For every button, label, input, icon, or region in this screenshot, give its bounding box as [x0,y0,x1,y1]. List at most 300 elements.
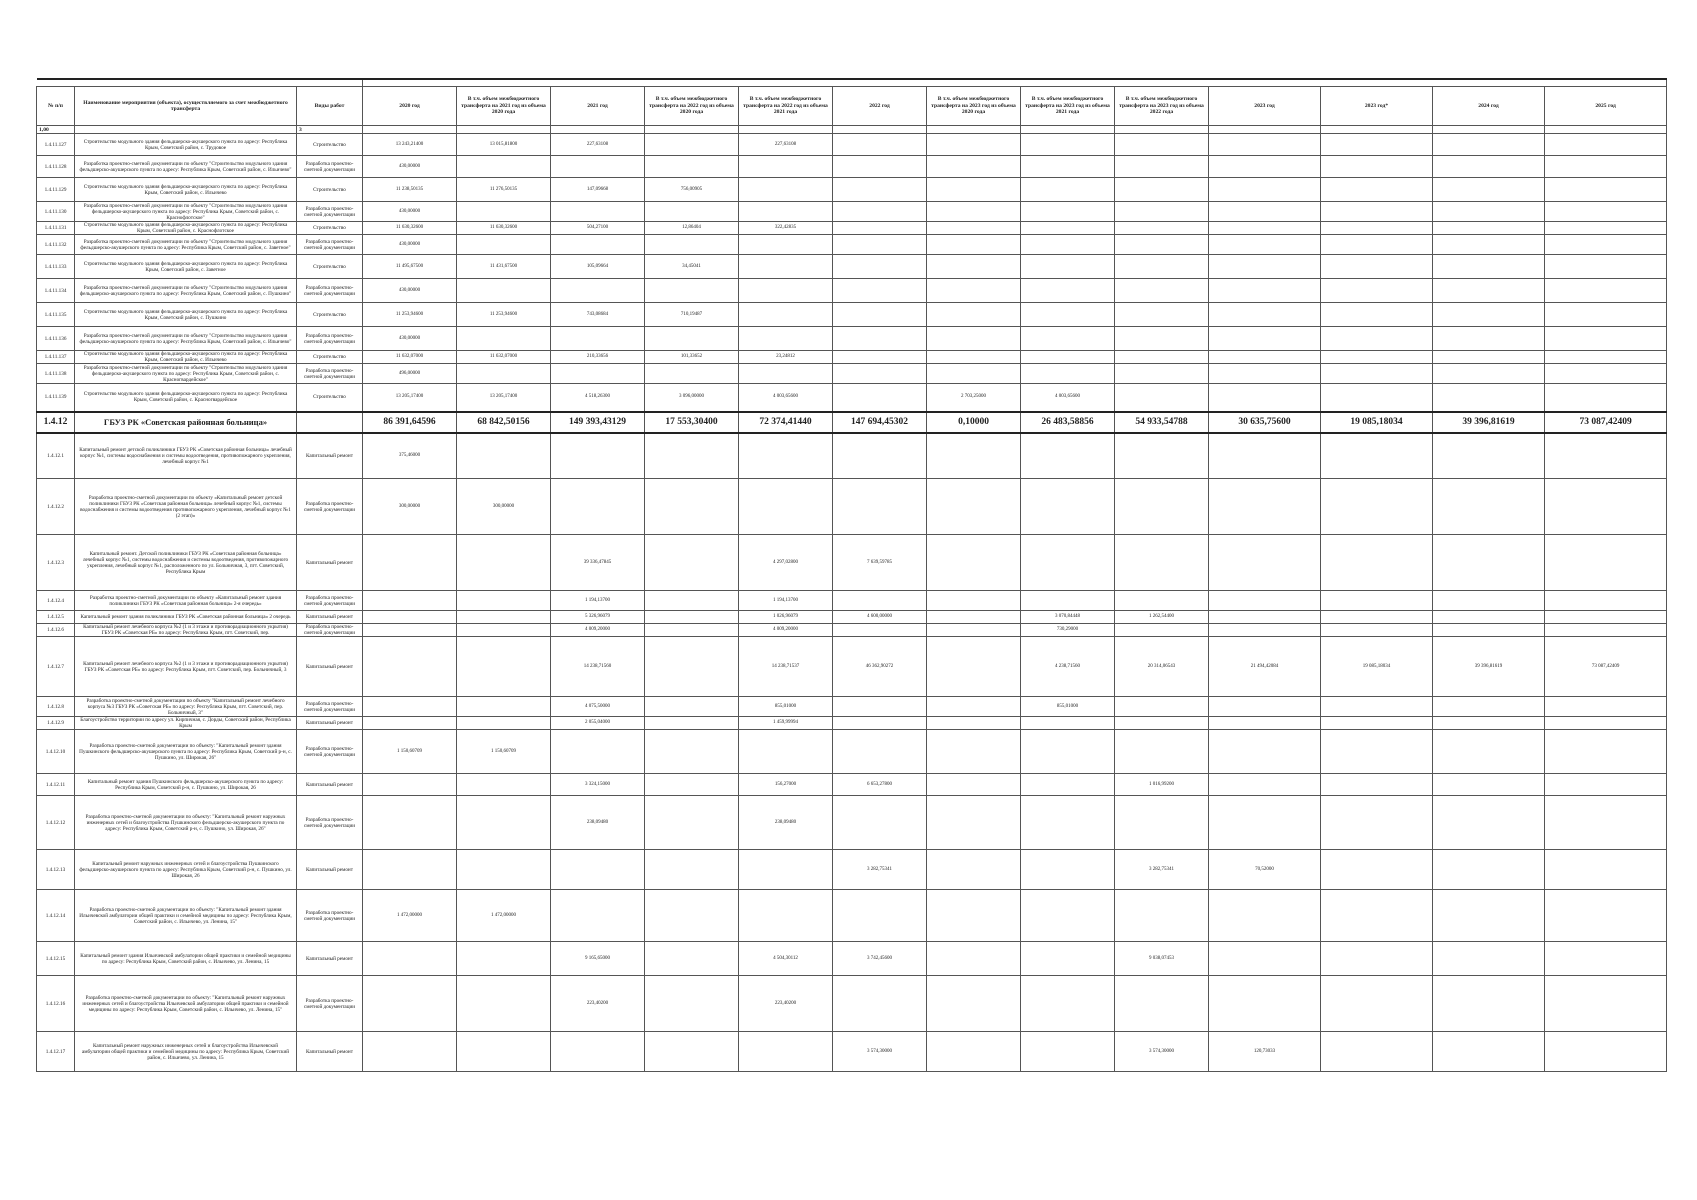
amount-cell [551,327,645,351]
amount-cell [1545,611,1667,624]
amount-cell: 11 238,50135 [363,178,457,202]
work-type-cell: Капитальный ремонт [297,850,363,890]
amount-cell [1545,222,1667,235]
amount-cell: 227,63108 [739,134,833,156]
column-header: 2022 год [833,87,927,126]
amount-cell: 73 087,42409 [1545,412,1667,433]
amount-cell: 1 262,54400 [1115,611,1209,624]
amount-cell [551,126,645,134]
amount-cell [1021,364,1115,384]
amount-cell [1209,351,1321,364]
budget-table-sheet [36,78,1666,1072]
work-type-cell: Разработка проектно-сметной документации [297,591,363,611]
amount-cell [457,327,551,351]
amount-cell: 3 574,30000 [1115,1032,1209,1072]
item-name-cell: Разработка проектно-сметной документации по объекту "Капитальный ремонт лечебного корпуса №3 ГБУЗ РК «Советская РБ» по адресу: Республика Крым, пгт. Советский, пер. Больничный, 3" [75,697,297,717]
amount-cell: 39 336,47845 [551,535,645,591]
item-name-cell: Капитальный ремонт. Детской поликлиники ГБУЗ РК «Советская районная больница» лечебный корпус №1, системы водоснабжения и системы водоотведения, противопожарного укрепления, лечебный корпус №1, расположенного по ул. Больничная, 3, пгт. Советский, Республика Крым [75,535,297,591]
amount-cell [833,479,927,535]
amount-cell [1545,796,1667,850]
amount-cell: 70,52000 [1209,850,1321,890]
header-row [37,87,1667,126]
amount-cell [1433,433,1545,479]
amount-cell [1115,697,1209,717]
row-number-cell: 1.4.11.133 [37,255,75,279]
amount-cell [1209,697,1321,717]
amount-cell [1321,624,1433,637]
row-number-cell: 1.4.12.12 [37,796,75,850]
amount-cell: 300,00000 [457,479,551,535]
budget-table [36,78,1667,1072]
row-number-cell: 1.4.11.127 [37,134,75,156]
row-number-cell: 1.4.12.15 [37,942,75,976]
amount-cell [645,364,739,384]
amount-cell [1545,535,1667,591]
amount-cell [1545,890,1667,942]
amount-cell [1545,730,1667,774]
amount-cell [645,637,739,697]
amount-cell: 5 326,96079 [551,611,645,624]
amount-cell [551,235,645,255]
row-number-cell: 1.4.12.14 [37,890,75,942]
amount-cell [645,235,739,255]
amount-cell [927,535,1021,591]
amount-cell: 743,08684 [551,303,645,327]
amount-cell [1021,591,1115,611]
amount-cell: 11 253,94600 [363,303,457,327]
amount-cell [1209,279,1321,303]
amount-cell: 4 009,20000 [739,624,833,637]
amount-cell [1115,479,1209,535]
amount-cell: 3 574,30000 [833,1032,927,1072]
row-number-cell: 1.4.11.131 [37,222,75,235]
column-header: Наименование мероприятия (объекта), осуществляемого за счет межбюджетного трансферта [75,87,297,126]
amount-cell [1545,1032,1667,1072]
amount-cell [1321,976,1433,1032]
amount-cell [1433,535,1545,591]
amount-cell [457,364,551,384]
column-header: В т.ч. объем межбюджетного трансферта на 2022 год из объема 2021 года [739,87,833,126]
amount-cell: 4 003,65600 [739,384,833,412]
amount-cell [457,202,551,222]
item-name-cell: Строительство модульного здания фельдшерско-акушерского пункта по адресу: Республика Крым, Советский район, с. Краснофлотское [75,222,297,235]
item-name-cell: Разработка проектно-сметной документации по объекту "Строительство модульного здания фельдшерско-акушерского пункта по адресу: Республика Крым, Советский район, с. Пушкино" [75,279,297,303]
table-row [37,327,1667,351]
table-row [37,351,1667,364]
amount-cell: 710,19487 [645,303,739,327]
amount-cell [1433,624,1545,637]
item-name-cell: Капитальный ремонт здания поликлиники ГБУЗ РК «Советская районная больница» 2 очередь [75,611,297,624]
amount-cell: 4 518,26300 [551,384,645,412]
amount-cell: 238,09480 [739,796,833,850]
item-name-cell: Разработка проектно-сметной документации по объекту "Строительство модульного здания фельдшерско-акушерского пункта по адресу: Республика Крым, Советский район, с. Краснофлотское" [75,202,297,222]
amount-cell: 149 393,43129 [551,412,645,433]
amount-cell [1545,384,1667,412]
amount-cell [645,479,739,535]
amount-cell [1209,976,1321,1032]
amount-cell [363,697,457,717]
item-name-cell: Строительство модульного здания фельдшерско-акушерского пункта по адресу: Республика Крым, Советский район, с. Заветное [75,255,297,279]
amount-cell [363,591,457,611]
amount-cell: 13 205,17400 [363,384,457,412]
amount-cell [363,637,457,697]
amount-cell [457,697,551,717]
item-name-cell: Разработка проектно-сметной документации по объекту "Строительство модульного здания фельдшерско-акушерского пункта по адресу: Республика Крым, Советский район, с. Ильичево" [75,156,297,178]
amount-cell: 2 055,04000 [551,717,645,730]
amount-cell [739,156,833,178]
amount-cell: 9 038,07453 [1115,942,1209,976]
amount-cell [739,327,833,351]
amount-cell [1321,222,1433,235]
amount-cell: 11 632,07000 [363,351,457,364]
amount-cell [1209,134,1321,156]
amount-cell [1021,890,1115,942]
amount-cell [927,624,1021,637]
work-type-cell: Разработка проектно-сметной документации [297,624,363,637]
amount-cell [1321,433,1433,479]
work-type-cell: Разработка проектно-сметной документации [297,796,363,850]
amount-cell [1433,890,1545,942]
amount-cell: 19 085,18034 [1321,637,1433,697]
amount-cell [1021,327,1115,351]
amount-cell [1433,327,1545,351]
amount-cell [1433,976,1545,1032]
amount-cell [645,1032,739,1072]
amount-cell [645,591,739,611]
table-row [37,202,1667,222]
amount-cell [1321,364,1433,384]
item-name-cell: Строительство модульного здания фельдшерско-акушерского пункта по адресу: Республика Крым, Советский район, с. Ильичево [75,178,297,202]
amount-cell [833,976,927,1032]
amount-cell: 17 553,30400 [645,412,739,433]
amount-cell [1209,890,1321,942]
work-type-cell: Капитальный ремонт [297,611,363,624]
amount-cell [927,433,1021,479]
work-type-cell: Разработка проектно-сметной документации [297,730,363,774]
amount-cell [551,479,645,535]
item-name-cell: Капитальный ремонт детской поликлиники ГБУЗ РК «Советская районная больница» лечебный корпус №1, системы водоснабжения и системы водоотведения, противопожарного укрепления, лечебный корпус №1 [75,433,297,479]
table-row [37,235,1667,255]
table-row [37,222,1667,235]
amount-cell: 120,73033 [1209,1032,1321,1072]
amount-cell: 73 087,42409 [1545,637,1667,697]
amount-cell: 14 238,71537 [739,637,833,697]
column-header: В т.ч. объем межбюджетного трансферта на 2023 год из объема 2022 года [1115,87,1209,126]
amount-cell [551,202,645,222]
amount-cell: 147 694,45302 [833,412,927,433]
amount-cell [833,235,927,255]
amount-cell: 1 459,99994 [739,717,833,730]
amount-cell [551,850,645,890]
amount-cell [1545,717,1667,730]
amount-cell [1545,850,1667,890]
amount-cell: 4 238,71560 [1021,637,1115,697]
amount-cell [1209,384,1321,412]
amount-cell [1545,202,1667,222]
table-row [37,384,1667,412]
amount-cell [927,591,1021,611]
amount-cell [927,942,1021,976]
table-row [37,433,1667,479]
table-row [37,303,1667,327]
item-name-cell: Строительство модульного здания фельдшерско-акушерского пункта по адресу: Республика Крым, Советский район, с. Ильичево [75,351,297,364]
amount-cell [927,156,1021,178]
amount-cell: 6 653,27800 [833,774,927,796]
amount-cell: 3 324,15000 [551,774,645,796]
amount-cell: 86 391,64596 [363,412,457,433]
amount-cell [1321,327,1433,351]
column-header: 2023 год [1209,87,1321,126]
amount-cell: 30 635,75600 [1209,412,1321,433]
table-row [37,255,1667,279]
column-index-row [37,126,1667,134]
amount-cell: 101,33652 [645,351,739,364]
amount-cell [1545,134,1667,156]
amount-cell [927,730,1021,774]
item-name-cell: ГБУЗ РК «Советская районная больница» [75,412,297,433]
amount-cell [833,303,927,327]
amount-cell [927,717,1021,730]
row-number-cell: 1.4.11.136 [37,327,75,351]
amount-cell [645,279,739,303]
amount-cell [1321,796,1433,850]
amount-cell: 3 096,00000 [645,384,739,412]
amount-cell [363,774,457,796]
amount-cell [551,156,645,178]
amount-cell [645,134,739,156]
amount-cell [1209,255,1321,279]
amount-cell [457,976,551,1032]
amount-cell [1545,178,1667,202]
amount-cell [1321,850,1433,890]
amount-cell [1433,255,1545,279]
work-type-cell: Капитальный ремонт [297,637,363,697]
item-name-cell: Разработка проектно-сметной документации по объекту: "Капитальный ремонт здания Пушкинского фельдшерско-акушерского пункта по адресу: Республика Крым, Советский р-н, с. Пушкино, ул. Широкая, 26" [75,730,297,774]
amount-cell [1115,235,1209,255]
amount-cell: 3 282,75341 [1115,850,1209,890]
amount-cell [1433,126,1545,134]
amount-cell [363,796,457,850]
amount-cell: 39 396,81619 [1433,637,1545,697]
amount-cell [833,890,927,942]
amount-cell: 430,00000 [363,202,457,222]
work-type-cell: Строительство [297,134,363,156]
amount-cell: 855,01000 [739,697,833,717]
amount-cell: 14 238,71560 [551,637,645,697]
amount-cell [1545,255,1667,279]
work-type-cell: Разработка проектно-сметной документации [297,327,363,351]
amount-cell [1433,774,1545,796]
item-name-cell: Разработка проектно-сметной документации по объекту "Строительство модульного здания фельдшерско-акушерского пункта по адресу: Республика Крым, Советский район, с. Ильичево" [75,327,297,351]
amount-cell [1021,235,1115,255]
amount-cell [551,730,645,774]
work-type-cell: Разработка проектно-сметной документации [297,479,363,535]
amount-cell: 375,46000 [363,433,457,479]
amount-cell [1115,202,1209,222]
column-header: 2020 год [363,87,457,126]
row-number-cell: 1.4.11.135 [37,303,75,327]
work-type-cell: Капитальный ремонт [297,1032,363,1072]
amount-cell [739,178,833,202]
item-name-cell: Разработка проектно-сметной документации по объекту: "Капитальный ремонт наружных инженерных сетей и благоустройства Ильичевской амбулатории общей практики и семейной медицины по адресу: Республика Крым, Советский район, с. Ильичево, ул. Ленина, 15" [75,976,297,1032]
amount-cell [1021,433,1115,479]
row-number-cell: 1.4.12.8 [37,697,75,717]
amount-cell: 430,00000 [363,235,457,255]
amount-cell: 1 150,60709 [457,730,551,774]
amount-cell [1545,351,1667,364]
amount-cell [457,433,551,479]
amount-cell: 4 600,00000 [833,611,927,624]
amount-cell [927,890,1021,942]
amount-cell: 3 282,75341 [833,850,927,890]
amount-cell [1115,134,1209,156]
amount-cell: 4 075,50000 [551,697,645,717]
amount-cell [457,279,551,303]
amount-cell [645,126,739,134]
work-type-cell: Разработка проектно-сметной документации [297,202,363,222]
amount-cell [1115,364,1209,384]
amount-cell [927,850,1021,890]
amount-cell [833,126,927,134]
amount-cell [645,433,739,479]
work-type-cell: Разработка проектно-сметной документации [297,976,363,1032]
work-type-cell: Строительство [297,255,363,279]
amount-cell [1545,479,1667,535]
amount-cell [833,202,927,222]
table-body [37,126,1667,1072]
amount-cell [1115,730,1209,774]
amount-cell [645,774,739,796]
amount-cell [1321,202,1433,222]
table-row [37,178,1667,202]
amount-cell: 11 630,32600 [363,222,457,235]
row-number-cell: 1.4.12.9 [37,717,75,730]
amount-cell [1115,279,1209,303]
row-number-cell: 1.4.11.139 [37,384,75,412]
work-type-cell: Строительство [297,351,363,364]
amount-cell [645,942,739,976]
amount-cell: 21 494,42084 [1209,637,1321,697]
row-number-cell: 1.4.12.16 [37,976,75,1032]
amount-cell [457,717,551,730]
amount-cell [457,235,551,255]
row-number-cell: 1.4.11.129 [37,178,75,202]
work-type-cell: 3 [297,126,363,134]
amount-cell [551,364,645,384]
amount-cell: 430,00000 [363,327,457,351]
amount-cell: 4 003,65600 [1021,384,1115,412]
row-number-cell: 1.4.12.10 [37,730,75,774]
amount-cell [1021,134,1115,156]
amount-cell [1433,303,1545,327]
amount-cell [833,364,927,384]
row-number-cell: 1.4.11.130 [37,202,75,222]
row-number-cell: 1.4.12.17 [37,1032,75,1072]
amount-cell: 13 243,21400 [363,134,457,156]
amount-cell [1545,976,1667,1032]
amount-cell [1115,178,1209,202]
amount-cell [363,850,457,890]
amount-cell [833,255,927,279]
amount-cell [1433,730,1545,774]
amount-cell [1209,202,1321,222]
amount-cell [1021,850,1115,890]
amount-cell [927,479,1021,535]
amount-cell [1545,624,1667,637]
amount-cell [927,364,1021,384]
row-number-cell: 1.4.12.13 [37,850,75,890]
amount-cell [927,611,1021,624]
amount-cell: 156,27000 [739,774,833,796]
amount-cell: 1 472,00000 [363,890,457,942]
table-row [37,364,1667,384]
amount-cell [1209,327,1321,351]
amount-cell [1021,351,1115,364]
row-number-cell: 1.4.12.6 [37,624,75,637]
item-name-cell: Разработка проектно-сметной документации по объекту: "Капитальный ремонт наружных инженерных сетей и благоустройства Пушкинского фельдшерско-акушерского пункта по адресу: Республика Крым, Советский р-н, с. Пушкино, ул. Широкая, 26" [75,796,297,850]
amount-cell [1433,796,1545,850]
item-name-cell: Разработка проектно-сметной документации по объекту "Строительство модульного здания фельдшерско-акушерского пункта по адресу: Республика Крым, Советский район, с. Заветное" [75,235,297,255]
amount-cell [1209,178,1321,202]
amount-cell [739,433,833,479]
table-row [37,535,1667,591]
amount-cell [645,327,739,351]
amount-cell [927,202,1021,222]
work-type-cell: Строительство [297,178,363,202]
amount-cell [1021,1032,1115,1072]
row-number-cell: 1.4.11.137 [37,351,75,364]
amount-cell [739,1032,833,1072]
amount-cell [1545,774,1667,796]
amount-cell [1545,591,1667,611]
amount-cell [645,796,739,850]
amount-cell [1433,235,1545,255]
amount-cell [551,890,645,942]
amount-cell [1209,479,1321,535]
amount-cell [645,730,739,774]
item-name-cell: Строительство модульного здания фельдшерско-акушерского пункта по адресу: Республика Крым, Советский район, с. Пушкино [75,303,297,327]
table-row [37,850,1667,890]
item-name-cell: Капитальный ремонт лечебного корпуса №2 (1 и 3 этажи и противорадиационного укрытия) ГБУЗ РК «Советская РБ» по адресу: Республика Крым, пгт. Советский, пер. Больничный, 3 [75,637,297,697]
amount-cell: 322,42835 [739,222,833,235]
amount-cell: 39 396,81619 [1433,412,1545,433]
amount-cell [1021,126,1115,134]
amount-cell [739,255,833,279]
row-number-cell: 1.4.12.3 [37,535,75,591]
amount-cell: 11 630,32600 [457,222,551,235]
amount-cell [1545,303,1667,327]
amount-cell: 11 431,67500 [457,255,551,279]
amount-cell: 1 016,99200 [1115,774,1209,796]
amount-cell: 12,86404 [645,222,739,235]
amount-cell [1433,717,1545,730]
amount-cell [927,976,1021,1032]
amount-cell [1021,976,1115,1032]
amount-cell [645,850,739,890]
amount-cell: 9 165,65000 [551,942,645,976]
work-type-cell: Капитальный ремонт [297,535,363,591]
amount-cell [457,624,551,637]
amount-cell [1321,351,1433,364]
table-row [37,156,1667,178]
work-type-cell: Разработка проектно-сметной документации [297,156,363,178]
amount-cell [645,890,739,942]
work-type-cell: Капитальный ремонт [297,942,363,976]
amount-cell [833,717,927,730]
amount-cell [1021,730,1115,774]
amount-cell: 147,09668 [551,178,645,202]
table-row [37,1032,1667,1072]
